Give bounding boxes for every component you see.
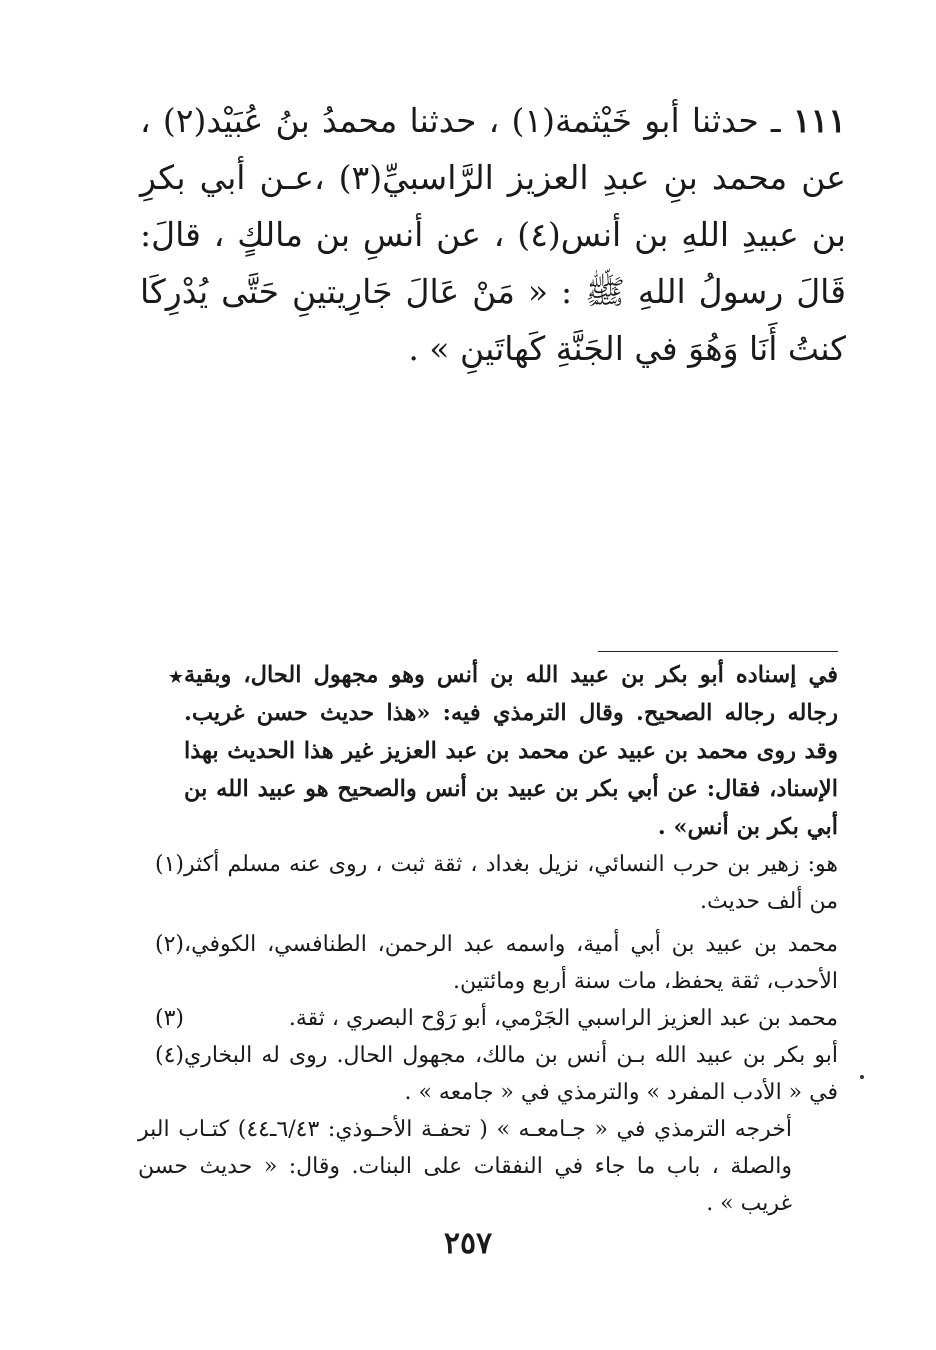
footnote-marker: (٣) <box>154 1006 184 1031</box>
footnote-editor-note <box>138 656 838 846</box>
footnote-text: محمد بن عبيد بن أبي أمية، واسمه عبد الرحمن، الطنافسي، الكوفي، الأحدب، ثقة يحفظ، مات سنة أربع ومائتين. <box>184 932 838 994</box>
footnote-marker: (١) <box>154 852 184 877</box>
footnote-text: أخرجه الترمذي في « جـامعـه » ( تحفـة الأحـوذي: ٦/٤٣ـ٤٤) كتـاب البر والصلة ، باب ما جاء في النفقات على البنات. وقال: « حديث حسن غريب » . <box>138 1117 792 1216</box>
hadith-number: ١١١ <box>792 101 846 140</box>
stray-mark <box>860 1075 864 1079</box>
footnote-text: في إسناده أبو بكر بن عبيد الله بن أنس وهو مجهول الحال، وبقية رجاله رجاله الصحيح. وقال الترمذي فيه: «هذا حديث حسن غريب. وقد روى محمد بن عبيد عن محمد بن عبد العزيز غير هذا الحديث بهذا الإسناد، فقال: عن أبي بكر بن عبيد بن أنس والصحيح هو عبيد الله بن أبي بكر بن أنس» . <box>184 662 838 840</box>
footnote-text: محمد بن عبد العزيز الراسبي الجَرْمي، أبو رَوْح البصري ، ثقة. <box>288 1006 838 1031</box>
hadith-text <box>140 92 846 377</box>
footnote-2 <box>138 926 838 1000</box>
footnote-4 <box>138 1037 838 1111</box>
footnote-1 <box>138 846 838 920</box>
footnote-takhrij <box>138 1111 838 1222</box>
page-number: ٢٥٧ <box>443 1226 493 1261</box>
footnote-marker: (٢) <box>154 932 184 957</box>
footnote-text: أبو بكر بن عبيد الله بـن أنس بن مالك، مجهول الحال. روى له البخاري في « الأدب المفرد » والترمذي في « جامعه » . <box>184 1043 838 1105</box>
footnote-marker: (٤) <box>154 1043 184 1068</box>
footnotes <box>138 656 838 1222</box>
star-marker: ★ <box>167 667 184 688</box>
footnote-3 <box>138 1000 838 1037</box>
hadith-body: ـ حدثنا أبو خَيْثمة(١) ، حدثنا محمدُ بنُ عُبَيْد(٢) ، عن محمد بنِ عبدِ العزيز الرَّاسبيِّ(٣) ،عـن أبي بكرِ بن عبيدِ اللهِ بن أنس(٤) ، عن أنسِ بن مالكٍ ، قالَ: قَالَ رسولُ اللهِ ﷺ : « مَنْ عَالَ جَارِيتينِ حَتَّى يُدْرِكَا كنتُ أَنَا وَهُوَ في الجَنَّةِ كَهاتَينِ » . <box>140 101 847 368</box>
footnote-text: هو: زهير بن حرب النسائي، نزيل بغداد ، ثقة ثبت ، روى عنه مسلم أكثر من ألف حديث. <box>184 852 838 914</box>
footnote-separator <box>598 651 838 652</box>
